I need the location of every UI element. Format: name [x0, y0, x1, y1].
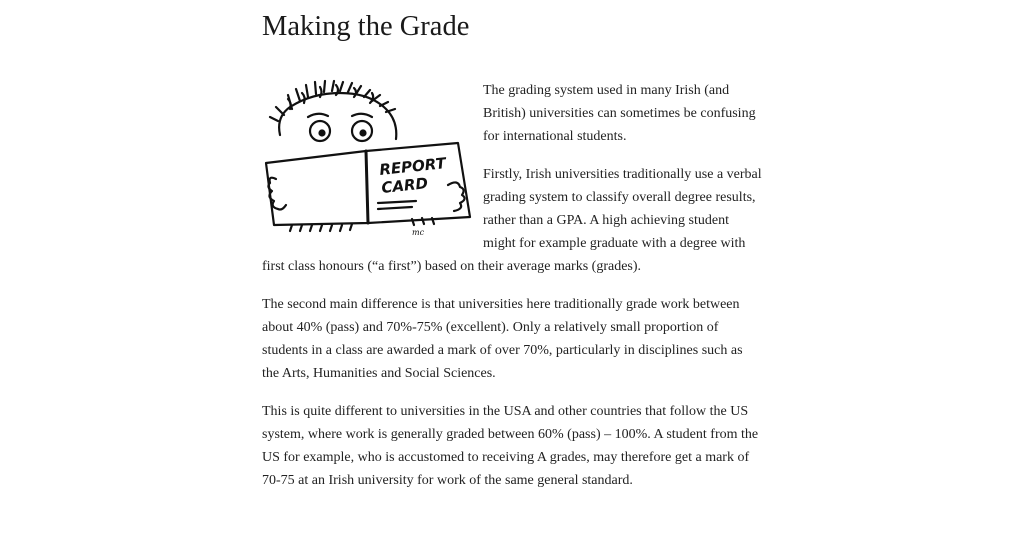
paragraph-verbal-grading: Firstly, Irish universities traditionally use a verbal grading system to classify overall degree results, rather than a GPA. A high achieving student might for example graduate with a degree with first class honours (“a first”) based on their average marks (grades). — [262, 167, 762, 274]
article — [262, 10, 762, 507]
paragraph-grade-range: The second main difference is that universities here traditionally grade work between about 40% (pass) and 70%-75% (excellent). Only a relatively small proportion of students in a class are awarded a mark of over 70%, particularly in disciplines such as the Arts, Humanities and Social Sciences. — [262, 297, 743, 381]
paragraph-us-comparison: This is quite different to universities in the USA and other countries that follow the US system, where work is generally graded between 60% (pass) – 100%. A student from the US for example, who is accustomed to receiving A grades, may therefore get a mark of 70-75 at an Irish university for work of the same general standard. — [262, 404, 759, 488]
paragraph-intro: The grading system used in many Irish (and British) universities can sometimes be confusing for international students. — [483, 83, 756, 144]
page-title: Making the Grade — [262, 11, 470, 42]
artist-signature: mc — [412, 228, 425, 237]
card-text-line2: CARD — [380, 174, 429, 197]
card-text-line1: REPORT — [378, 154, 447, 179]
report-card-cartoon-icon — [262, 79, 474, 237]
article-body — [262, 79, 762, 492]
